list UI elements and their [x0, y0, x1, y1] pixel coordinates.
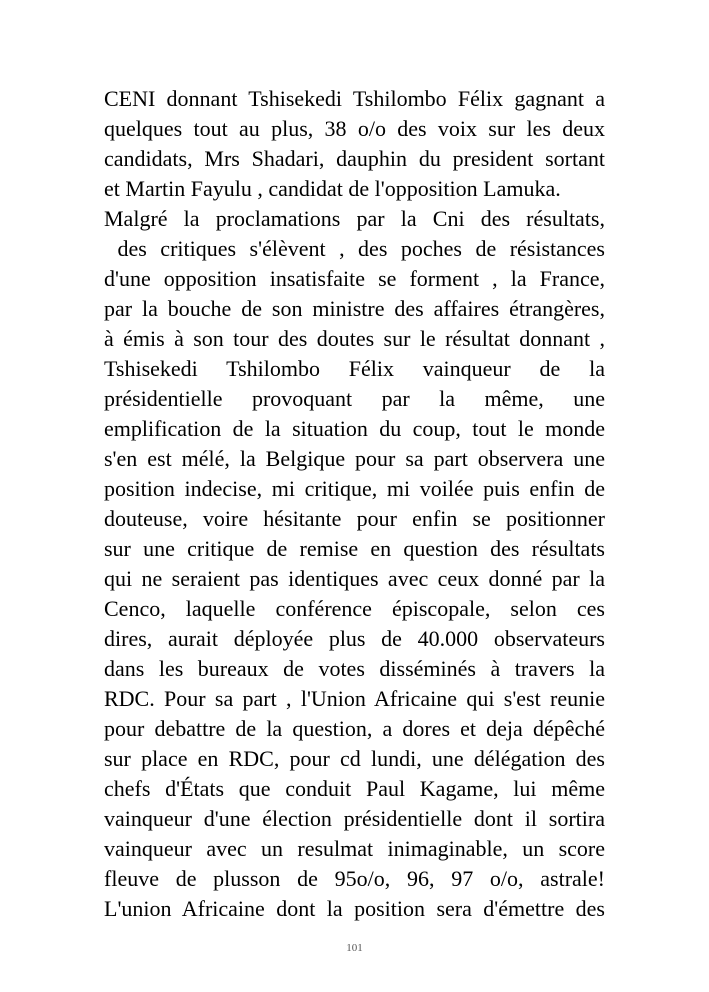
text-line: douteuse, voire hésitante pour enfin se positionner [104, 506, 605, 531]
page-number: 101 [346, 942, 363, 954]
text-line: des critiques s'élèvent , des poches de résistances [104, 236, 605, 261]
text-line: et Martin Fayulu , candidat de l'opposition Lamuka. [104, 176, 561, 201]
text-line: vainqueur avec un resulmat inimaginable, un score [104, 836, 605, 861]
text-line: position indecise, mi critique, mi voilée puis enfin de [104, 476, 605, 501]
text-line: candidats, Mrs Shadari, dauphin du president sortant [104, 146, 605, 171]
text-line: s'en est mélé, la Belgique pour sa part observera une [104, 446, 605, 471]
text-line: qui ne seraient pas identiques avec ceux donné par la [104, 566, 605, 591]
text-line: à émis à son tour des doutes sur le résultat donnant , [104, 326, 605, 351]
text-line: vainqueur d'une élection présidentielle dont il sortira [104, 806, 605, 831]
text-line: chefs d'États que conduit Paul Kagame, lui même [104, 776, 605, 801]
text-line: pour debattre de la question, a dores et deja dépêché [104, 716, 605, 741]
text-line: présidentielle provoquant par la même, une [104, 386, 605, 411]
text-line: emplification de la situation du coup, tout le monde [104, 416, 605, 441]
text-line: Cenco, laquelle conférence épiscopale, selon ces [104, 596, 605, 621]
text-line: L'union Africaine dont la position sera d'émettre des [104, 896, 605, 921]
text-line: Tshisekedi Tshilombo Félix vainqueur de la [104, 356, 605, 381]
text-line: fleuve de plusson de 95o/o, 96, 97 o/o, astrale! [104, 866, 605, 891]
body-text [104, 84, 605, 924]
text-line: quelques tout au plus, 38 o/o des voix sur les deux [104, 116, 605, 141]
text-line: dans les bureaux de votes disséminés à travers la [104, 656, 605, 681]
text-line: d'une opposition insatisfaite se forment , la France, [104, 266, 605, 291]
text-line: Malgré la proclamations par la Cni des résultats, [104, 206, 605, 231]
text-line: CENI donnant Tshisekedi Tshilombo Félix gagnant a [104, 86, 605, 111]
text-line: par la bouche de son ministre des affaires étrangères, [104, 296, 605, 321]
text-line: RDC. Pour sa part , l'Union Africaine qui s'est reunie [104, 686, 605, 711]
text-line: dires, aurait déployée plus de 40.000 observateurs [104, 626, 605, 651]
text-line: sur place en RDC, pour cd lundi, une délégation des [104, 746, 605, 771]
text-line: sur une critique de remise en question des résultats [104, 536, 605, 561]
